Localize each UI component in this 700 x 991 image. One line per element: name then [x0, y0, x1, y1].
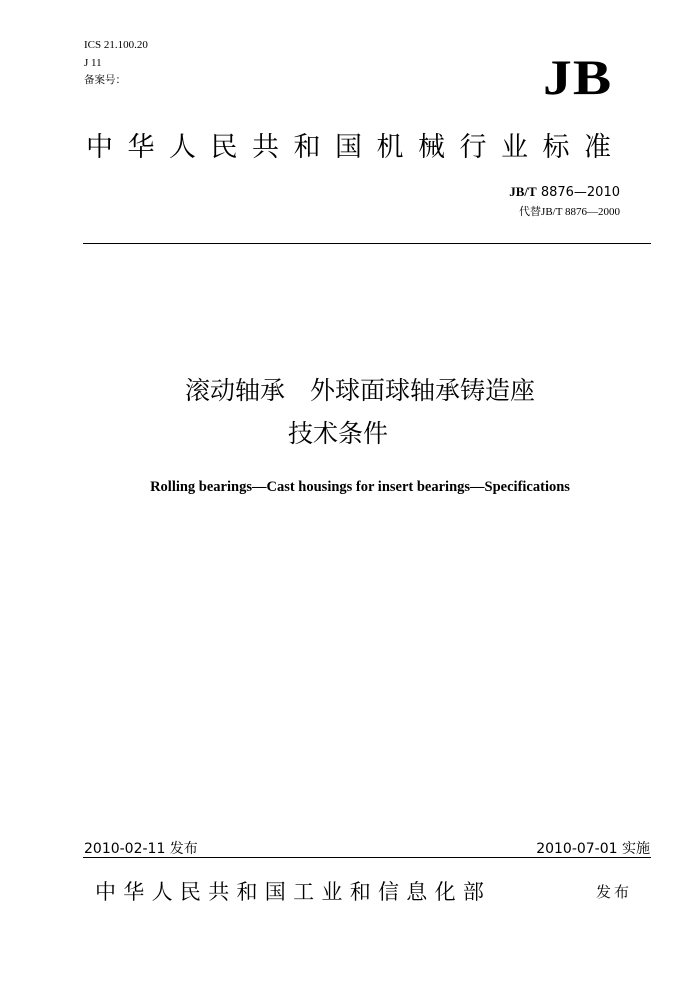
title-en: Rolling bearings—Cast housings for insert bearings—Specifications: [150, 479, 570, 495]
implementation-date: 2010-07-01 实施: [536, 841, 650, 857]
standard-number-prefix: JB/T: [509, 184, 537, 199]
jb-logo: JB: [542, 49, 612, 105]
issued-label: 发布: [596, 883, 633, 901]
issue-date: 2010-02-11 发布: [84, 841, 198, 857]
standard-category-title: 中华人民共和国机械行业标准: [86, 132, 626, 163]
ccs-code: J 11: [84, 57, 102, 69]
bottom-divider: [83, 857, 651, 858]
replaces-standard: 代替JB/T 8876—2000: [519, 206, 620, 218]
top-divider: [83, 243, 651, 244]
title-zh-line1: 滚动轴承 外球面球轴承铸造座: [184, 376, 535, 405]
ics-code: ICS 21.100.20: [84, 39, 148, 51]
standard-number: [509, 184, 620, 200]
filing-number: 备案号：: [84, 74, 126, 86]
standard-number-value: 8876—2010: [536, 185, 620, 200]
issuing-authority: 中华人民共和国工业和信息化部: [95, 880, 492, 904]
title-zh-line2: 技术条件: [287, 419, 388, 448]
